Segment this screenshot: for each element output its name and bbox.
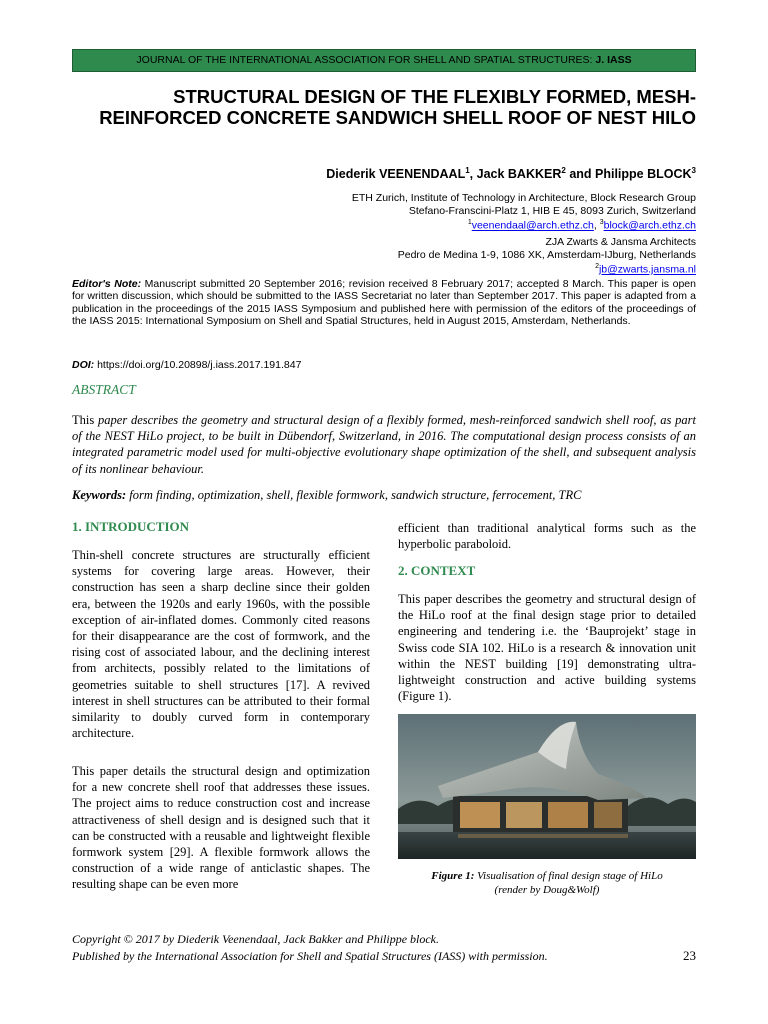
intro-paragraph-1: Thin-shell concrete structures are structurally efficient systems for covering large areas. However, their construction has seen a sharp decline since their golden era, between the 1920s and early 1960s, with the possible exception of air-inflated domes. Commonly cited reasons for their disappearance are the cost of formwork, and the rising cost of associated labour, and the declining interest from architects, possibly related to the limitations of geometries suitable to shell structures [17]. A revived interest in shell structures can be attributed to their formal similarity to doubly curved form in contemporary architecture. [72,548,370,741]
affiliation-line: Pedro de Medina 1-9, 1086 XK, Amsterdam-IJburg, Netherlands [397,248,696,261]
keywords-text: form finding, optimization, shell, flexible formwork, sandwich structure, ferrocement, TRC [126,488,582,502]
affiliation-zja [72,236,696,276]
editors-note-label: Editor's Note: [72,278,142,290]
author-separator: and [565,167,596,182]
page-number: 23 [683,948,696,963]
author-name: Diederik VEENENDAAL [326,167,466,182]
figure-label: Figure 1: [431,870,475,882]
email-separator: , [593,219,600,232]
affiliation-emails [72,217,696,232]
paper-title: STRUCTURAL DESIGN OF THE FLEXIBLY FORMED, MESH-REINFORCED CONCRETE SANDWICH SHELL ROOF OF NEST HILO [99,86,696,128]
intro-paragraph-3: efficient than traditional analytical forms such as the hyperbolic paraboloid. [398,521,696,552]
figure-caption-line-2: (render by Doug&Wolf) [494,884,600,896]
affiliation-emails [72,261,696,276]
footer-published: Published by the International Association for Shell and Spatial Structures (IASS) with permission. [72,949,548,963]
abstract-body [72,412,696,477]
author-list [72,166,696,181]
affiliation-line: ZJA Zwarts & Jansma Architects [545,236,696,248]
author-name: Jack BAKKER [476,167,562,182]
footer-copyright: Copyright © 2017 by Diederik Veenendaal, Jack Bakker and Philippe block. [72,932,440,946]
abstract-text: paper describes the geometry and structural design of a flexibly formed, mesh-reinforced sandwich shell roof, as part of the NEST HiLo project, to be built in Dübendorf, Switzerland, in 2016. The computational design process consists of an integrated parametric model used for multi-objective evolutionary shape optimization of the shell, and subsequent analysis of its nonlinear behaviour. [72,413,696,476]
email-link-veenendaal[interactable]: veenendaal@arch.ethz.ch [471,219,594,232]
figure-1-caption [398,869,696,897]
page-footer [72,931,696,965]
author-affil-sup: 3 [691,166,696,175]
affiliation-eth [72,192,696,232]
keywords-label: Keywords: [72,488,127,502]
abstract-heading: ABSTRACT [72,382,136,397]
intro-paragraph-2: This paper details the structural design and optimization for a new concrete shell roof that addresses these issues. The project aims to reduce construction cost and increase attractiveness of shell design and is designed such that it can be constructed with a reusable and lightweight flexible formwork system [29]. A flexible formwork allows the construction of a wide range of anticlastic shapes. The resulting shape can be even more [72,764,370,892]
context-heading: 2. CONTEXT [398,563,476,578]
author-name: Philippe BLOCK [595,167,692,182]
email-sup: 3 [599,219,604,226]
intro-heading: 1. INTRODUCTION [72,519,190,534]
email-link-bakker[interactable]: jb@zwarts.jansma.nl [598,263,696,276]
author-separator: , [469,167,477,182]
figure-caption-line-1: Visualisation of final design stage of HiLo [474,870,663,882]
author-affil-sup: 1 [465,166,470,175]
context-paragraph-1: This paper describes the geometry and structural design of the HiLo roof at the final design stage prior to detailed engineering and tendering i.e. the ‘Bauprojekt’ stage in Swiss code SIA 102. HiLo is a research & innovation unit within the NEST building [19] demonstrating ultra-lightweight construction and active building systems (Figure 1). [398,592,696,704]
affiliation-line: ETH Zurich, Institute of Technology in Architecture, Block Research Group [351,192,696,204]
affiliation-line: Stefano-Franscini-Platz 1, HIB E 45, 8093 Zurich, Switzerland [408,204,696,217]
author-affil-sup: 2 [561,166,566,175]
abstract-lead: This [72,413,99,427]
email-sup: 2 [595,263,599,270]
journal-header-bar [72,49,696,72]
editors-note-text: Manuscript submitted 20 September 2016; revision received 8 February 2017; accepted 8 March. This paper is open for written discussion, which should be submitted to the IASS Secretariat no later than September 2017. This paper is adapted from a publication in the proceedings of the 2015 IASS Symposium and published here with permission of the editors of the proceedings of the IASS 2015: International Symposium on Shell and Spatial Structures, held in August 2015, Amsterdam, Netherlands. [72,278,696,328]
journal-abbrev: J. IASS [595,54,632,66]
email-link-block[interactable]: block@arch.ethz.ch [603,219,696,232]
doi-value[interactable]: https://doi.org/10.20898/j.iass.2017.191.847 [94,359,302,371]
journal-name: JOURNAL OF THE INTERNATIONAL ASSOCIATION FOR SHELL AND SPATIAL STRUCTURES: [136,54,596,66]
doi-line [72,359,696,371]
hilo-render-illustration [398,714,696,859]
keywords-line [72,488,696,503]
editors-note [72,278,696,328]
figure-1-image [398,714,696,859]
email-sup: 1 [467,219,472,226]
doi-label: DOI: [72,359,95,371]
